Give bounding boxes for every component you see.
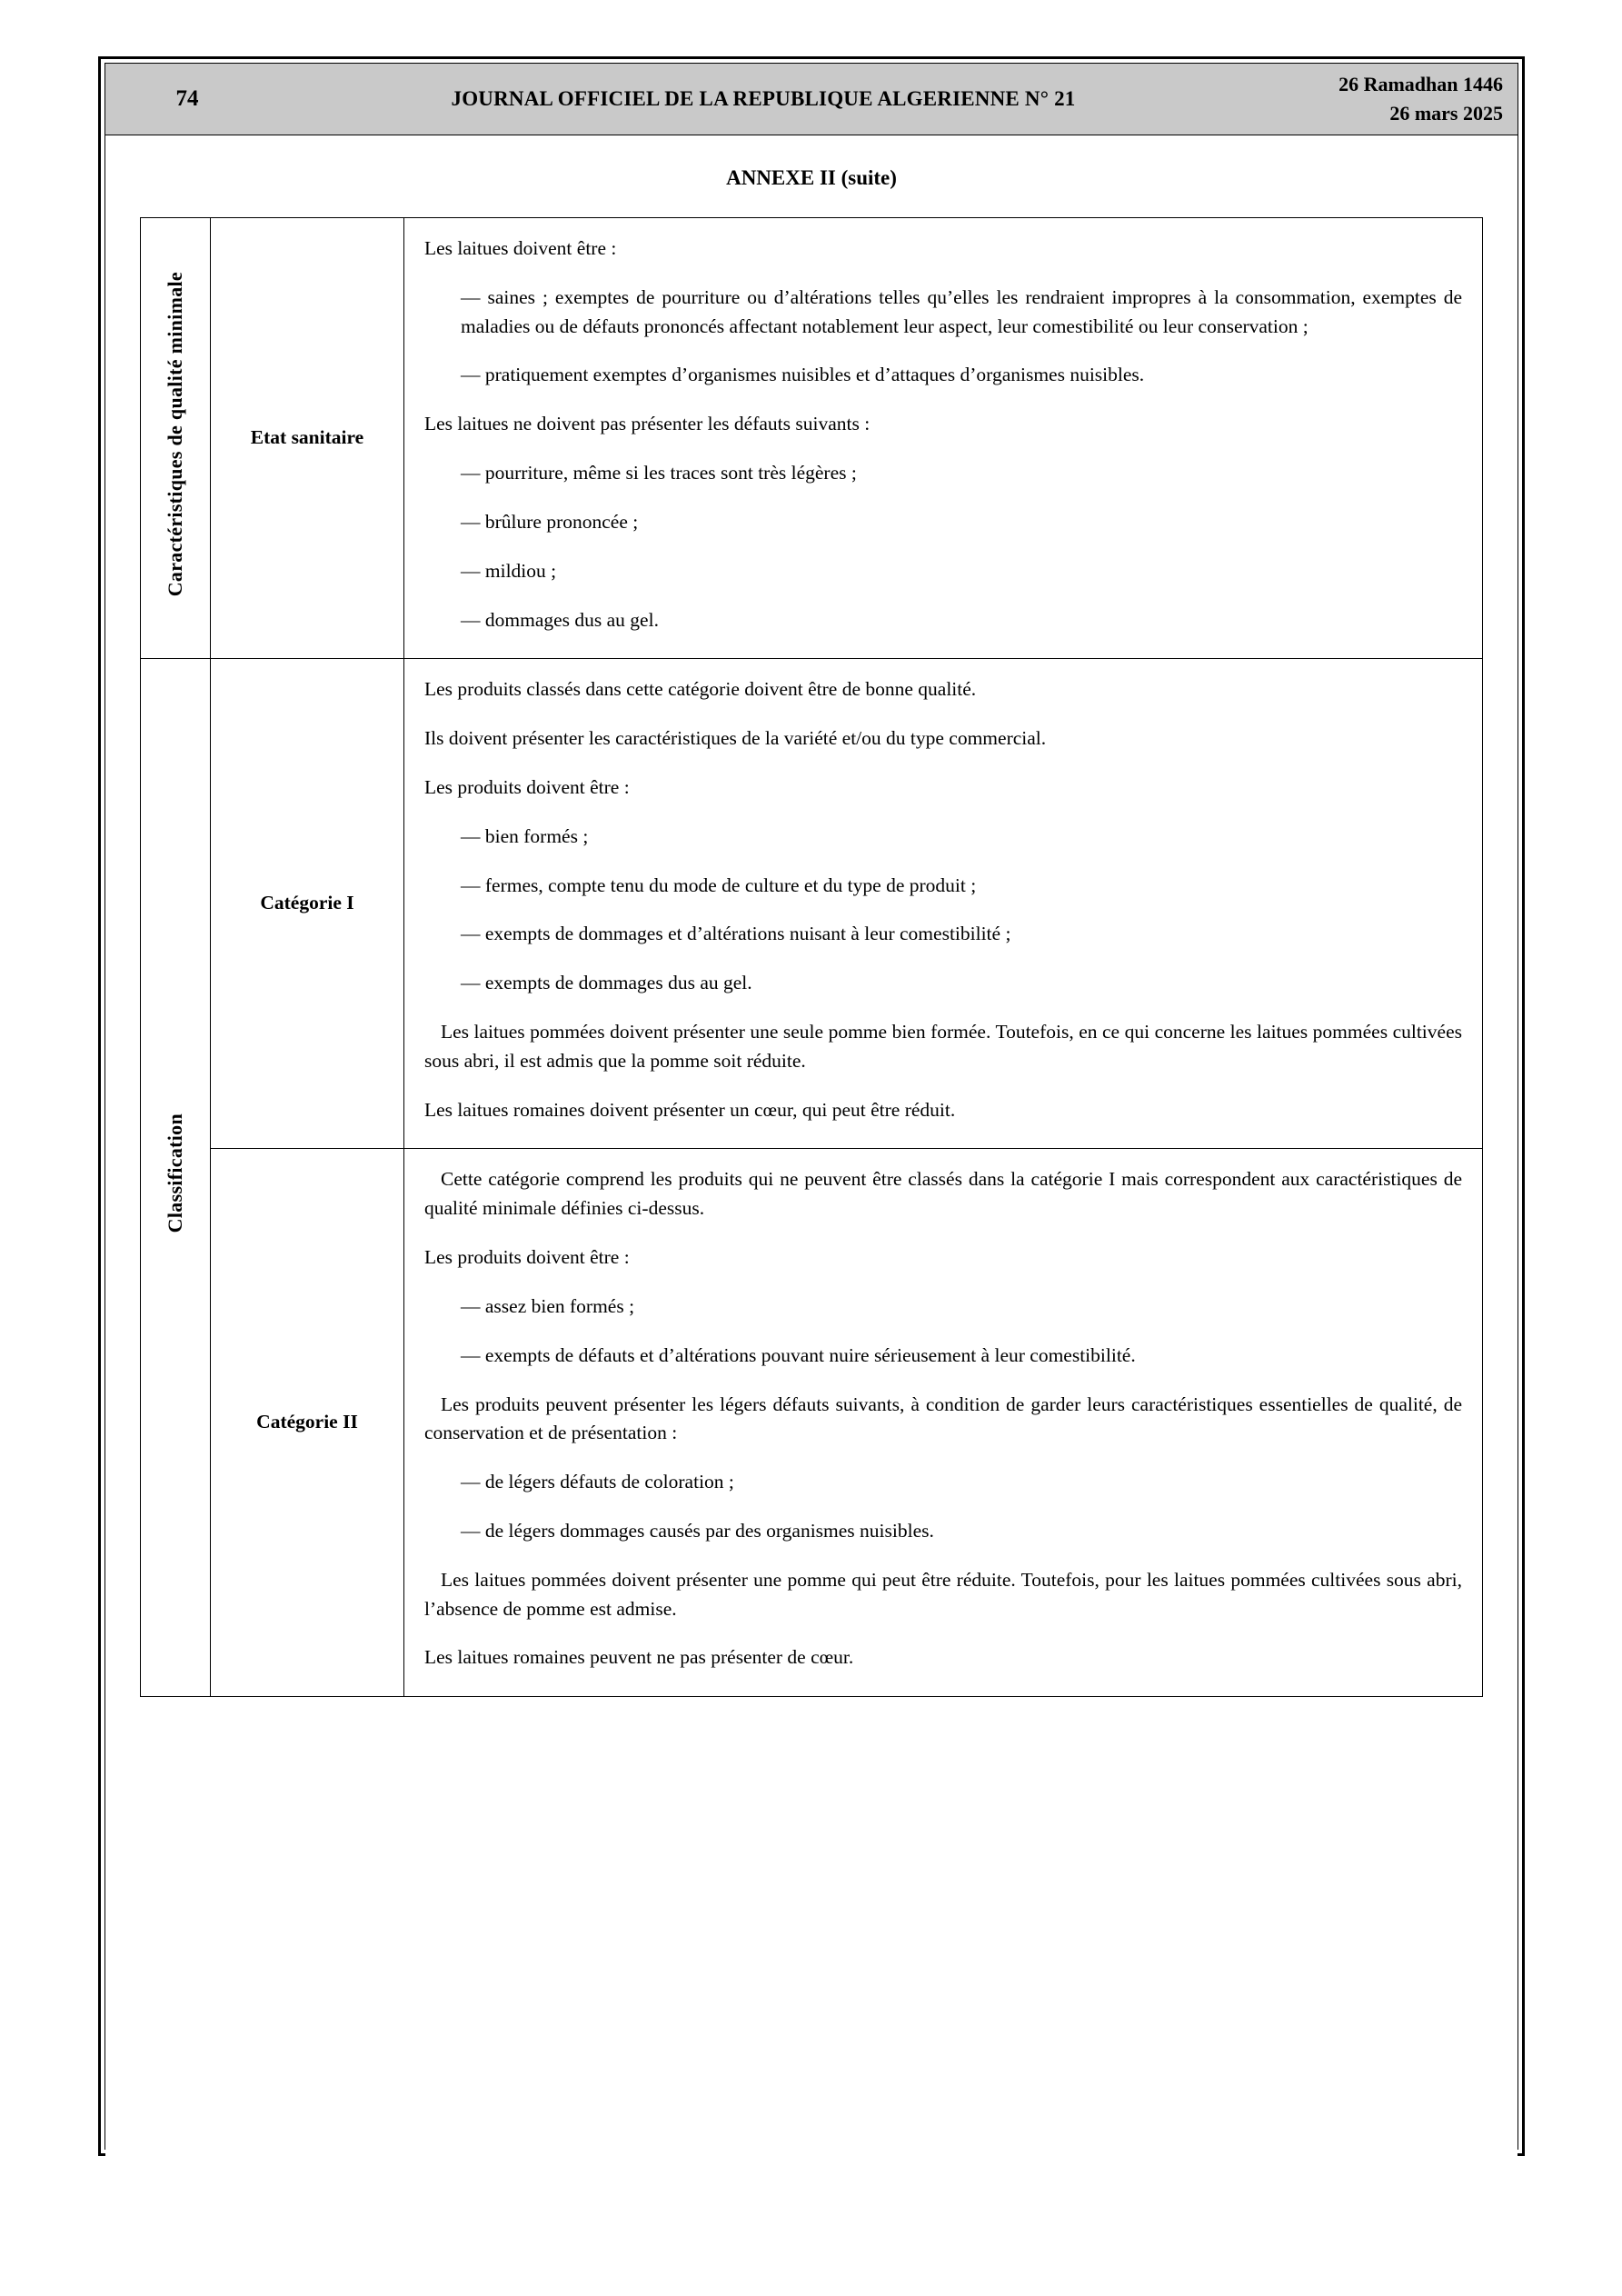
paragraph: — exempts de dommages et d’altérations nuisant à leur comestibilité ; <box>461 923 1011 945</box>
row-label-categorie-ii: Catégorie II <box>211 1149 404 1697</box>
paragraph: — mildiou ; <box>461 559 557 582</box>
row-group-label-quality <box>141 218 211 659</box>
paragraph: — de légers défauts de coloration ; <box>461 1471 734 1493</box>
annex-title: ANNEXE II (suite) <box>726 166 897 189</box>
page-number: 74 <box>175 86 199 111</box>
paragraph: Ils doivent présenter les caractéristiques de la variété et/ou du type commercial. <box>424 727 1047 750</box>
paragraph: Les produits classés dans cette catégorie doivent être de bonne qualité. <box>424 678 977 701</box>
vertical-label-text: Caractéristiques de qualité minimale <box>163 271 186 596</box>
header-dates <box>1258 64 1518 135</box>
paragraph: — dommages dus au gel. <box>461 608 659 631</box>
page-inner-border <box>104 63 1518 2150</box>
paragraph: — saines ; exemptes de pourriture ou d’altérations telles qu’elles les rendraient impropres à la consommation, exemptes de maladies ou de défauts prononcés affectant notablement leur aspect, leur comestibilité ou leur conservation ; <box>461 285 1462 337</box>
journal-title: JOURNAL OFFICIEL DE LA REPUBLIQUE ALGERIENNE N° 21 <box>451 87 1076 110</box>
paragraph: — exempts de dommages dus au gel. <box>461 972 752 994</box>
row-label-etat-sanitaire: Etat sanitaire <box>211 218 404 659</box>
row-content-categorie-ii <box>404 1149 1483 1697</box>
vertical-label-text: Classification <box>163 1113 186 1233</box>
paragraph: Les laitues doivent être : <box>424 237 617 259</box>
row-content-etat-sanitaire <box>404 218 1483 659</box>
paragraph: Les produits doivent être : <box>424 1246 630 1269</box>
date-gregorian: 26 mars 2025 <box>1389 102 1503 125</box>
paragraph: Les laitues ne doivent pas présenter les défauts suivants : <box>424 413 871 435</box>
paragraph: Cette catégorie comprend les produits qui ne peuvent être classés dans la catégorie I mais correspondent aux caractéristiques de qualité minimale définies ci-dessus. <box>424 1168 1462 1220</box>
page-outer-border <box>98 56 1525 2156</box>
date-hijri: 26 Ramadhan 1446 <box>1338 73 1503 96</box>
paragraph: — pourriture, même si les traces sont très légères ; <box>461 462 857 484</box>
row-label-categorie-i: Catégorie I <box>211 659 404 1149</box>
paragraph: Les produits peuvent présenter les légers défauts suivants, à condition de garder leurs caractéristiques essentielles de qualité, de conservation et de présentation : <box>424 1393 1462 1444</box>
paragraph: — brûlure prononcée ; <box>461 510 639 533</box>
row-group-label-classification <box>141 659 211 1697</box>
paragraph: Les laitues pommées doivent présenter une seule pomme bien formée. Toutefois, en ce qui concerne les laitues pommées cultivées sous abri, il est admis que la pomme soit réduite. <box>424 1021 1462 1072</box>
page-header <box>105 64 1518 135</box>
paragraph: — assez bien formés ; <box>461 1294 635 1317</box>
table-row <box>141 659 1483 1149</box>
table-row <box>141 218 1483 659</box>
paragraph: Les laitues pommées doivent présenter une pomme qui peut être réduite. Toutefois, pour les laitues pommées cultivées sous abri, l’absence de pomme est admise. <box>424 1568 1462 1620</box>
paragraph: — exempts de défauts et d’altérations pouvant nuire sérieusement à leur comestibilité. <box>461 1343 1136 1366</box>
paragraph: Les laitues romaines doivent présenter un cœur, qui peut être réduit. <box>424 1098 956 1121</box>
annex-table <box>140 217 1483 1697</box>
table-row <box>141 1149 1483 1697</box>
paragraph: — bien formés ; <box>461 824 589 847</box>
paragraph: Les laitues romaines peuvent ne pas présenter de cœur. <box>424 1646 854 1669</box>
row-content-categorie-i <box>404 659 1483 1149</box>
paragraph: Les produits doivent être : <box>424 775 630 798</box>
paragraph: — de légers dommages causés par des organismes nuisibles. <box>461 1519 934 1542</box>
paragraph: — fermes, compte tenu du mode de culture et du type de produit ; <box>461 873 977 896</box>
page-body <box>105 166 1518 2180</box>
paragraph: — pratiquement exemptes d’organismes nuisibles et d’attaques d’organismes nuisibles. <box>461 364 1145 386</box>
